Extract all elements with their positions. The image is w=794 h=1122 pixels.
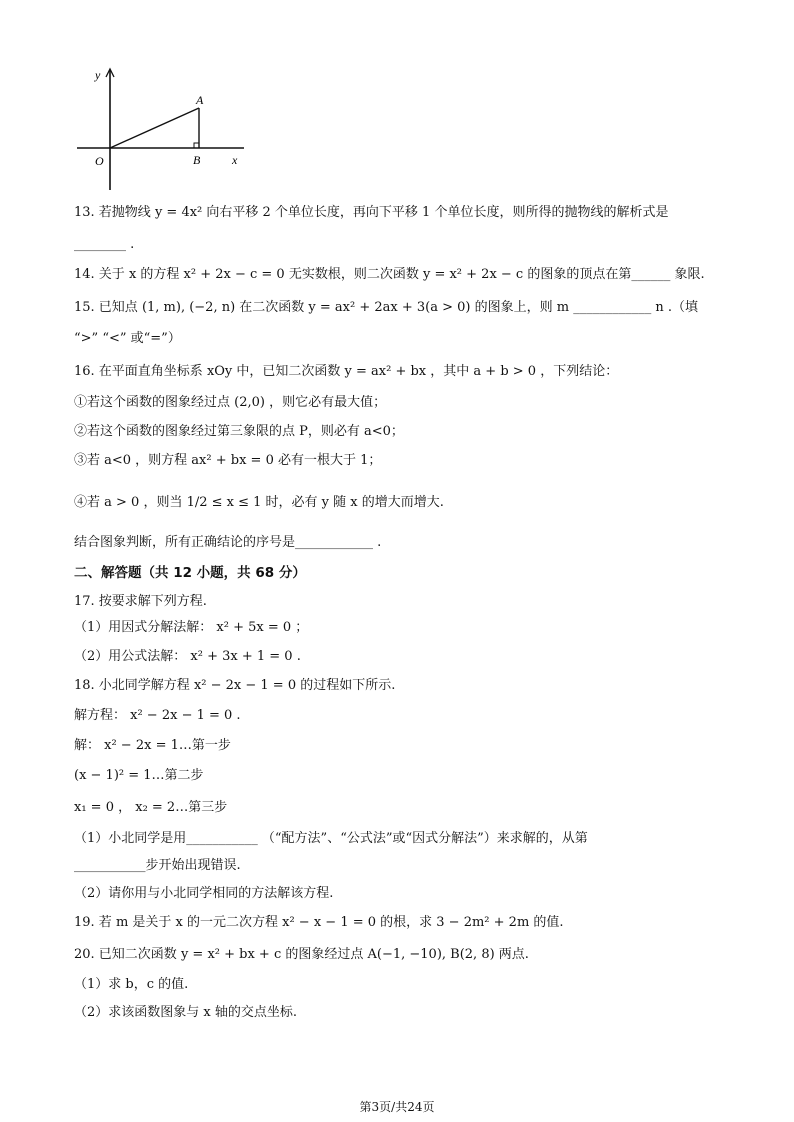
q16-option-1: ①若这个函数的图象经过点 (2,0) ，则它必有最大值； [74, 395, 387, 410]
q14-line: 14. 关于 x 的方程 x² + 2x − c = 0 无实数根，则二次函数 y = x² + 2x − c 的图象的顶点在第______ 象限. [74, 267, 705, 282]
q17-line: 17. 按要求解下列方程. [74, 594, 207, 609]
q18-part-1: （1）小北同学是用___________ （“配方法”、“公式法”或“因式分解法”）来求解的，从第 [74, 831, 588, 846]
q16-option-2: ②若这个函数的图象经过第三象限的点 P，则必有 a<0； [74, 424, 404, 439]
q17-part-1: （1）用因式分解法解： x² + 5x = 0 ； [74, 620, 309, 635]
q18-part-1-continued: ___________步开始出现错误. [74, 858, 241, 873]
segment-oa [110, 108, 199, 148]
q13-blank-line: ________ . [74, 237, 135, 252]
q15-line: 15. 已知点 (1, m), (−2, n) 在二次函数 y = ax² + 2ax + 3(a > 0) 的图象上，则 m ____________ n .（填 [74, 300, 698, 315]
q18-equation: 解方程： x² − 2x − 1 = 0 . [74, 708, 241, 723]
section-heading: 二、解答题（共 12 小题，共 68 分） [74, 565, 306, 581]
q13-line: 13. 若抛物线 y = 4x² 向右平移 2 个单位长度，再向下平移 1 个单位长度，则所得的抛物线的解析式是 [74, 205, 669, 220]
q19-line: 19. 若 m 是关于 x 的一元二次方程 x² − x − 1 = 0 的根，求 3 − 2m² + 2m 的值. [74, 915, 564, 930]
q18-step-1: 解： x² − 2x = 1…第一步 [74, 738, 231, 753]
q18-step-3: x₁ = 0 ， x₂ = 2…第三步 [74, 800, 228, 815]
y-axis-label: y [95, 68, 101, 82]
origin-label: O [95, 154, 104, 168]
q18-line: 18. 小北同学解方程 x² − 2x − 1 = 0 的过程如下所示. [74, 678, 396, 693]
q15-continued-line: “>” “<” 或“=”） [74, 331, 181, 346]
coordinate-figure [72, 64, 252, 194]
q16-answer-line: 结合图象判断，所有正确结论的序号是____________ . [74, 535, 382, 550]
q20-part-1: （1）求 b，c 的值. [74, 977, 189, 992]
q18-step-2: (x − 1)² = 1…第二步 [74, 768, 204, 783]
point-a-label: A [196, 93, 204, 107]
q18-part-2: （2）请你用与小北同学相同的方法解该方程. [74, 886, 334, 901]
page-footer: 第3页/共24页 [359, 1100, 435, 1114]
q17-part-2: （2）用公式法解： x² + 3x + 1 = 0 . [74, 649, 301, 664]
q20-line: 20. 已知二次函数 y = x² + bx + c 的图象经过点 A(−1, −10), B(2, 8) 两点. [74, 947, 529, 962]
q20-part-2: （2）求该函数图象与 x 轴的交点坐标. [74, 1005, 297, 1020]
q16-option-3: ③若 a<0 ，则方程 ax² + bx = 0 必有一根大于 1； [74, 453, 382, 468]
point-b-label: B [193, 153, 201, 167]
q16-option-4: ④若 a > 0 ，则当 1/2 ≤ x ≤ 1 时，必有 y 随 x 的增大而增大. [74, 495, 444, 510]
x-axis-label: x [232, 153, 238, 167]
q16-line: 16. 在平面直角坐标系 xOy 中，已知二次函数 y = ax² + bx ，其中 a + b > 0 ，下列结论： [74, 364, 619, 379]
